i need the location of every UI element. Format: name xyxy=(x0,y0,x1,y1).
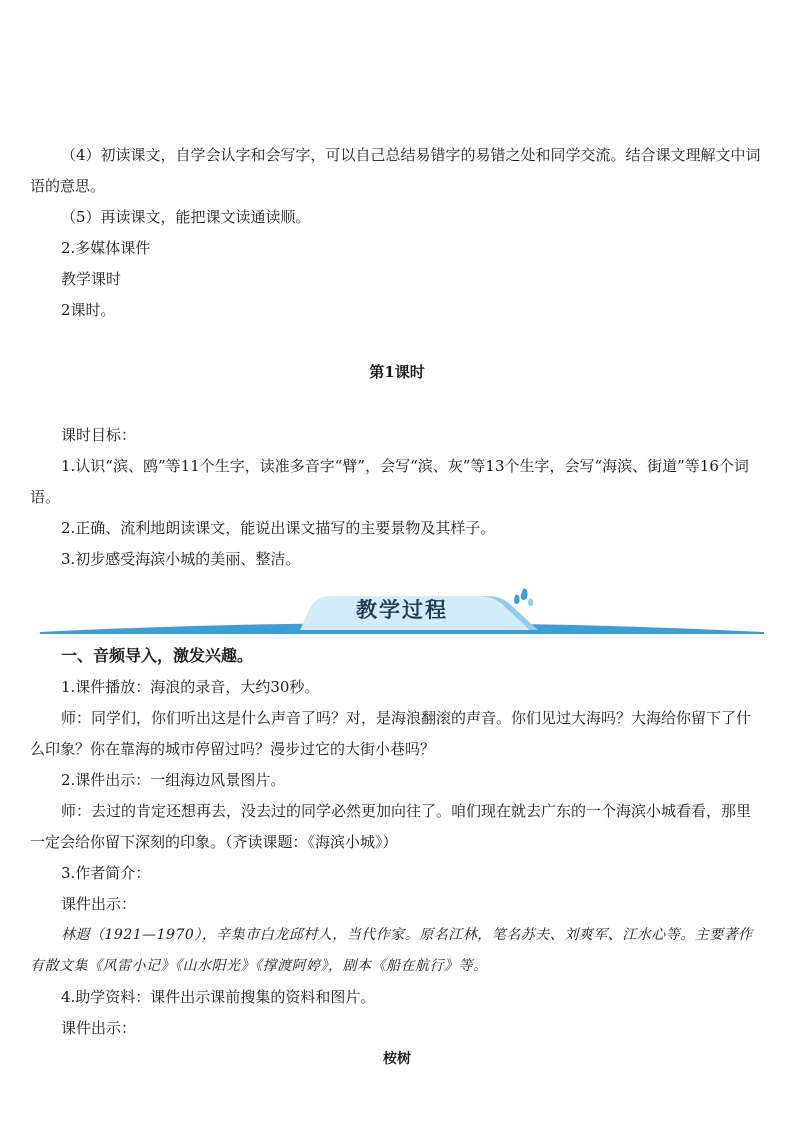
lesson-title: 第1课时 xyxy=(369,363,425,381)
teaching-hours-label: 教学课时 xyxy=(61,270,122,288)
prep-item-4: （4）初读课文，自学会认字和会写字，可以自己总结易错字的易错之处和同学交流。结合课文理解文中词语的意思。 xyxy=(30,146,761,195)
process-p7: 4.助学资料：课件出示课前搜集的资料和图片。 xyxy=(61,988,376,1006)
lesson-goal-2: 2.正确、流利地朗读课文，能说出课文描写的主要景物及其样子。 xyxy=(61,519,496,537)
prep-item-multimedia: 2.多媒体课件 xyxy=(61,239,151,257)
subtitle-eucalyptus: 桉树 xyxy=(383,1051,411,1067)
process-p5: 3.作者简介： xyxy=(61,864,151,882)
process-p2: 师：同学们，你们听出这是什么声音了吗？对，是海浪翻滚的声音。你们见过大海吗？大海给你留下了什么印象？你在靠海的城市停留过吗？漫步过它的大街小巷吗？ xyxy=(30,709,752,758)
process-p3: 2.课件出示：一组海边风景图片。 xyxy=(61,771,286,789)
lesson-goal-1: 1.认识“滨、鸥”等11个生字，读准多音字“臂”，会写“滨、灰”等13个生字，会写“海滨、街道”等16个词语。 xyxy=(30,457,749,506)
author-bio: 林遐（1921—1970），辛集市白龙邱村人，当代作家。原名江林，笔名苏夫、刘爽军、江水心等。主要著作有散文集《风雷小记》《山水阳光》《撑渡阿婷》，剧本《船在航行》等。 xyxy=(30,927,753,974)
banner-title: 教学过程 xyxy=(356,598,448,622)
water-drop-icon xyxy=(514,588,533,606)
process-p6: 课件出示： xyxy=(61,895,137,913)
process-p8: 课件出示： xyxy=(61,1019,137,1037)
section-heading-1: 一、音频导入，激发兴趣。 xyxy=(61,646,254,665)
lesson-goals-label: 课时目标： xyxy=(61,426,137,444)
prep-item-5: （5）再读课文，能把课文读通读顺。 xyxy=(61,208,311,226)
teaching-hours-value: 2课时。 xyxy=(61,301,116,319)
lesson-goal-3: 3.初步感受海滨小城的美丽、整洁。 xyxy=(61,550,301,568)
process-p4: 师：去过的肯定还想再去，没去过的同学必然更加向往了。咱们现在就去广东的一个海滨小城看看，那里一定会给你留下深刻的印象。（齐读课题：《海滨小城》） xyxy=(30,802,752,851)
process-p1: 1.课件播放：海浪的录音，大约30秒。 xyxy=(61,678,320,696)
